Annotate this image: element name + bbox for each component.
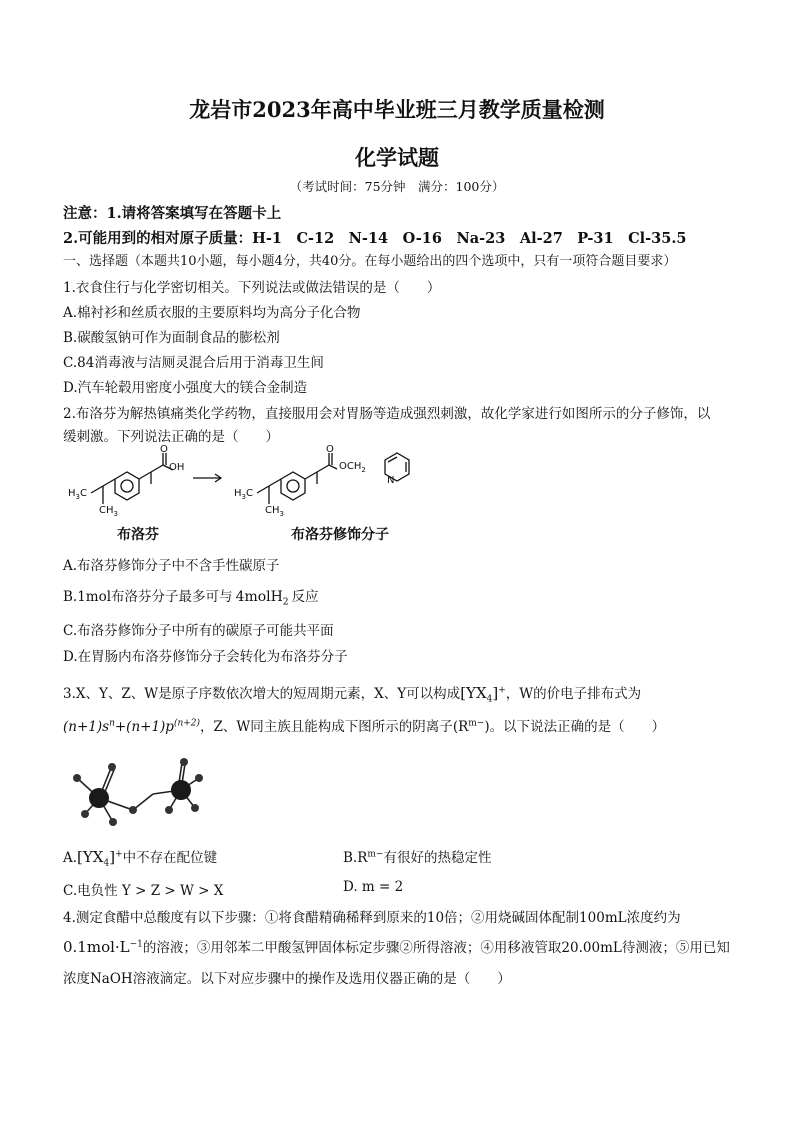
q4-stem-line-2: $0.1mol\cdot L^{-1}$的溶液；③用邻苯二甲酸氢钾固体标定步骤②所得溶液；④用移液管取20.00mL待测液；⑤用已知 bbox=[63, 938, 730, 956]
atom bbox=[129, 806, 137, 814]
label-h3c-left: $H_3C$ bbox=[68, 488, 87, 501]
q1-option-d: D.汽车轮毂用密度小强度大的镁合金制造 bbox=[63, 380, 308, 396]
q4-stem-line-1: 4.测定食醋中总酸度有以下步骤：①将食醋精确稀释到原来的10倍；②用烧碱固体配制100mL浓度约为 bbox=[63, 910, 681, 926]
q3-option-b: $B.R^{m-}$有很好的热稳定性 bbox=[343, 849, 492, 866]
central-atom bbox=[171, 780, 191, 800]
q1-option-c: C.84消毒液与洁厕灵混合后用于消毒卫生间 bbox=[63, 355, 324, 371]
label-ch3-right: $CH_3$ bbox=[265, 505, 284, 518]
q1-option-b: B.碳酸氢钠可作为面制食品的膨松剂 bbox=[63, 330, 280, 346]
ring-circle bbox=[287, 480, 299, 492]
q1-option-a: A.棉衬衫和丝质衣服的主要原料均为高分子化合物 bbox=[63, 305, 361, 321]
q4-stem-line-3: 浓度NaOH溶液滴定。以下对应步骤中的操作及选用仪器正确的是（ ） bbox=[63, 971, 511, 987]
label-ch3-left: $CH_3$ bbox=[99, 505, 118, 518]
bond bbox=[329, 465, 337, 469]
atom bbox=[108, 763, 116, 771]
q2-option-c: C.布洛芬修饰分子中所有的碳原子可能共平面 bbox=[63, 623, 334, 639]
central-atom bbox=[89, 788, 109, 808]
note-line-2: 2.可能用到的相对原子质量：H-1 C-12 N-14 O-16 Na-23 Al-27 P-31 Cl-35.5 bbox=[63, 230, 687, 247]
q2-stem-line-1: 2.布洛芬为解热镇痛类化学药物，直接服用会对胃肠等造成强烈刺激，故化学家进行如图所示的分子修饰，以 bbox=[63, 406, 711, 422]
benzene-ring bbox=[115, 472, 139, 500]
q3-option-d: D. m = 2 bbox=[343, 879, 404, 895]
q2-stem-line-2: 缓刺激。下列说法正确的是（ ） bbox=[63, 429, 279, 445]
label-o-right: O bbox=[326, 444, 334, 455]
section-1-header: 一、选择题（本题共10小题，每小题4分，共40分。在每小题给出的四个选项中，只有一项符合题目要求） bbox=[63, 254, 677, 269]
label-n: N bbox=[387, 475, 395, 486]
atom bbox=[81, 810, 89, 818]
q3-figure bbox=[63, 758, 233, 828]
atom bbox=[165, 806, 173, 814]
q3-option-a: $A.[YX_4]^+$中不存在配位键 bbox=[63, 848, 218, 869]
bond bbox=[91, 486, 103, 493]
bond bbox=[305, 472, 317, 479]
atom bbox=[195, 774, 203, 782]
bond bbox=[269, 479, 281, 486]
bond bbox=[103, 479, 115, 486]
ring-circle bbox=[121, 480, 133, 492]
atom bbox=[109, 818, 117, 826]
q1-stem: 1.衣食住行与化学密切相关。下列说法或做法错误的是（ ） bbox=[63, 280, 441, 296]
label-oh: OH bbox=[169, 462, 185, 473]
label-o-left: O bbox=[160, 444, 168, 455]
q3-stem-line-1: 3.X、Y、Z、W是原子序数依次增大的短周期元素，X、Y可以构成$[YX_4]^+$，W的价电子排布式为 bbox=[63, 684, 642, 705]
q2-option-b: B.1mol布洛芬分子最多可与 4molH$_2$ 反应 bbox=[63, 589, 319, 608]
exam-info: （考试时间：75分钟 满分：100分） bbox=[289, 179, 505, 194]
caption-ibuprofen: 布洛芬 bbox=[117, 527, 159, 543]
bond bbox=[151, 465, 163, 472]
label-h3c-right: $H_3C$ bbox=[234, 488, 253, 501]
q2-option-d: D.在胃肠内布洛芬修饰分子会转化为布洛芬分子 bbox=[63, 649, 348, 665]
bond bbox=[257, 486, 269, 493]
note-line-1: 注意：1.请将答案填写在答题卡上 bbox=[63, 205, 282, 222]
q2-option-a: A.布洛芬修饰分子中不含手性碳原子 bbox=[63, 558, 280, 574]
q3-stem-line-2: $(n+1)s^n+(n+1)p^{(n+2)}$，Z、W同主族且能构成下图所示的阴离子$(R^{m-})$。以下说法正确的是（ ） bbox=[63, 718, 666, 735]
atom bbox=[73, 774, 81, 782]
caption-modified-ibuprofen: 布洛芬修饰分子 bbox=[291, 527, 389, 543]
atom bbox=[180, 758, 188, 766]
q2-figure bbox=[63, 444, 423, 548]
atom bbox=[191, 804, 199, 812]
benzene-ring bbox=[281, 472, 305, 500]
page-subtitle: 化学试题 bbox=[355, 145, 439, 170]
q3-option-c: C.电负性 Y > Z > W > X bbox=[63, 883, 224, 899]
page-title: 龙岩市2023年高中毕业班三月教学质量检测 bbox=[189, 97, 605, 122]
label-och2: $OCH_2$ bbox=[339, 461, 366, 474]
anion-ball-stick-model bbox=[63, 758, 233, 828]
bond bbox=[139, 472, 151, 479]
bond bbox=[317, 465, 329, 472]
